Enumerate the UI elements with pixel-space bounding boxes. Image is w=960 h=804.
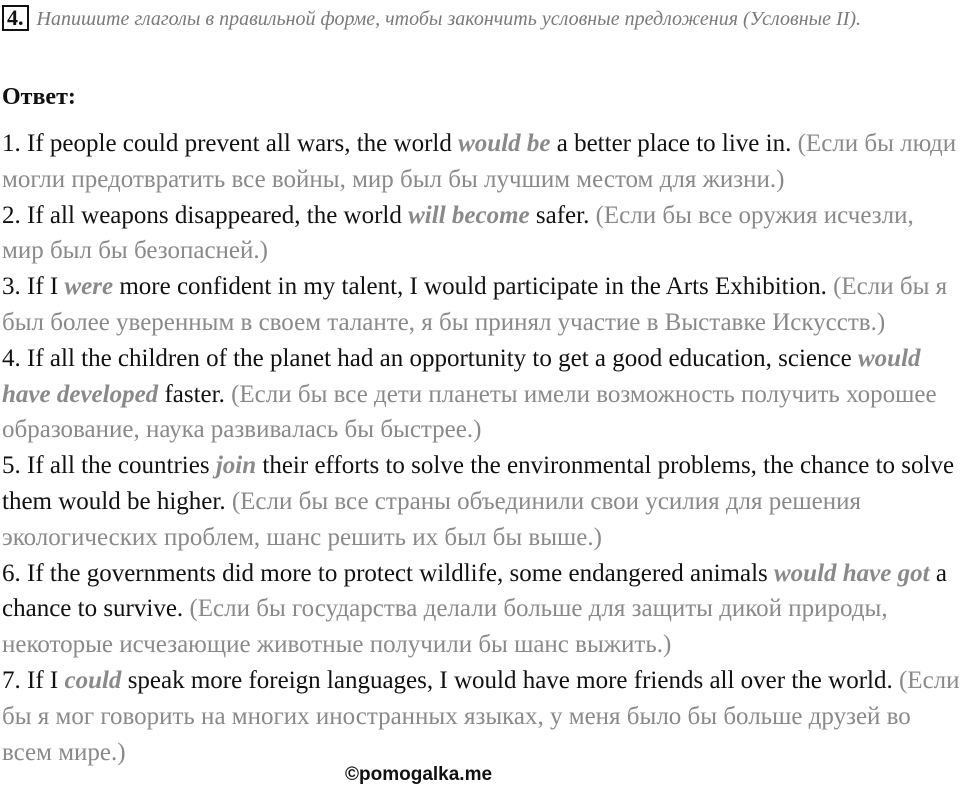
verb-answer: join — [215, 452, 257, 480]
translation: (Если бы государства делали больше для защиты дикой природы, некоторые исчезающие животные получили бы шанс выжить.) — [2, 595, 888, 659]
sentence-start: 2. If all weapons disappeared, the world — [2, 201, 409, 229]
translation: (Если бы все страны объединили свои усилия для решения экологических проблем, шанс решить их был бы выше.) — [2, 487, 861, 551]
answer-item-3 — [2, 269, 960, 341]
sentence-end: faster. — [158, 380, 232, 408]
sentence-end: a better place to live in. — [550, 130, 798, 157]
answer-list — [2, 126, 960, 770]
verb-answer: would have developed — [2, 344, 921, 408]
watermark-credit: ©pomogalka.me — [345, 764, 493, 785]
answer-label: Ответ: — [2, 84, 76, 110]
answer-item-7 — [2, 663, 960, 770]
translation: (Если бы люди могли предотвратить все войны, мир был бы лучшим местом для жизни.) — [2, 130, 957, 193]
sentence-end: a chance to survive. — [2, 559, 947, 623]
sentence-end: safer. — [529, 201, 596, 229]
sentence-start: 4. If all the children of the planet had an opportunity to get a good education, science — [2, 344, 858, 372]
verb-answer: could — [64, 666, 122, 694]
sentence-start: 3. If I — [2, 273, 65, 301]
sentence-start: 1. If people could prevent all wars, the world — [2, 130, 459, 157]
answer-item-5 — [2, 448, 960, 555]
verb-answer: would be — [458, 130, 551, 157]
translation: (Если бы я мог говорить на многих иностранных языках, у меня было бы больше друзей во всем мире.) — [2, 666, 960, 766]
answer-item-2 — [2, 198, 960, 270]
verb-answer: would have got — [774, 559, 930, 587]
answer-item-1 — [2, 126, 960, 198]
translation: (Если бы все дети планеты имели возможность получить хорошее образование, наука развивалась бы быстрее.) — [2, 380, 937, 444]
sentence-start: 7. If I — [2, 666, 65, 694]
verb-answer: were — [64, 273, 114, 301]
translation: (Если бы все оружия исчезли, мир был бы безопасней.) — [2, 201, 914, 265]
task-instruction: Напишите глаголы в правильной форме, чтобы закончить условные предложения (Условные II). — [36, 8, 862, 30]
sentence-end: more confident in my talent, I would participate in the Arts Exhibition. — [113, 273, 834, 301]
sentence-start: 5. If all the countries — [2, 452, 216, 480]
answer-item-6 — [2, 556, 960, 663]
sentence-start: 6. If the governments did more to protect wildlife, some endangered animals — [2, 559, 774, 587]
task-number: 4. — [2, 5, 29, 31]
answer-item-4 — [2, 341, 960, 448]
translation: (Если бы я был более уверенным в своем таланте, я бы принял участие в Выставке Искусств.) — [2, 273, 948, 336]
sentence-end: speak more foreign languages, I would have more friends all over the world. — [121, 666, 899, 694]
sentence-end: their efforts to solve the environmental problems, the chance to solve them would be higher. — [2, 452, 955, 515]
task-header — [2, 4, 952, 34]
verb-answer: will become — [408, 201, 530, 229]
